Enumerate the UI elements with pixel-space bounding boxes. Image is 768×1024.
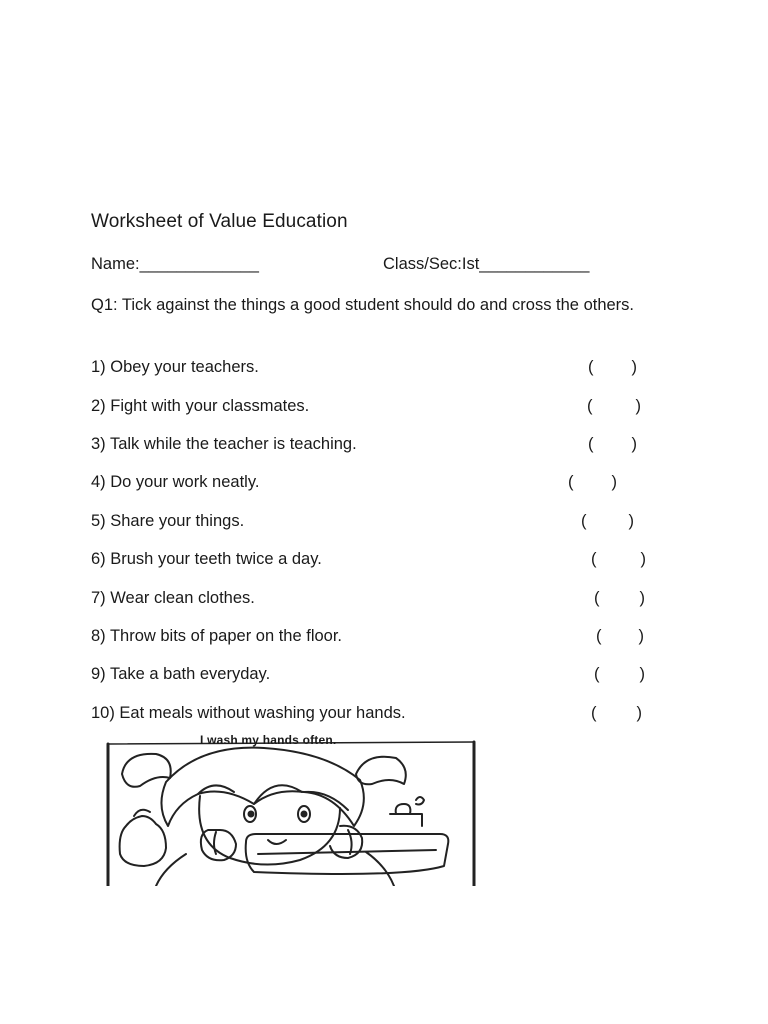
answer-box: ( ) — [568, 473, 617, 491]
answer-box: ( ) — [591, 550, 646, 568]
answer-box: ( ) — [588, 358, 637, 376]
list-item: 5) Share your things. — [91, 512, 245, 530]
illustration-caption: I wash my hands often. — [200, 733, 337, 747]
name-field: Name:_____________ — [91, 255, 259, 273]
class-section-field: Class/Sec:Ist____________ — [383, 255, 590, 273]
answer-box: ( ) — [594, 589, 645, 607]
answer-box: ( ) — [587, 397, 641, 415]
list-item: 10) Eat meals without washing your hands. — [91, 704, 406, 722]
list-item: 7) Wear clean clothes. — [91, 589, 255, 607]
list-item: 3) Talk while the teacher is teaching. — [91, 435, 357, 453]
handwashing-illustration — [104, 734, 480, 886]
answer-box: ( ) — [588, 435, 637, 453]
list-item: 1) Obey your teachers. — [91, 358, 259, 376]
answer-box: ( ) — [594, 665, 645, 683]
list-item: 9) Take a bath everyday. — [91, 665, 271, 683]
answer-box: ( ) — [591, 704, 642, 722]
list-item: 2) Fight with your classmates. — [91, 397, 310, 415]
answer-box: ( ) — [596, 627, 644, 645]
question-text: Q1: Tick against the things a good student should do and cross the others. — [91, 296, 635, 314]
list-item: 4) Do your work neatly. — [91, 473, 260, 491]
answer-box: ( ) — [581, 512, 634, 530]
list-item: 6) Brush your teeth twice a day. — [91, 550, 322, 568]
worksheet-title: Worksheet of Value Education — [91, 211, 348, 232]
list-item: 8) Throw bits of paper on the floor. — [91, 627, 343, 645]
